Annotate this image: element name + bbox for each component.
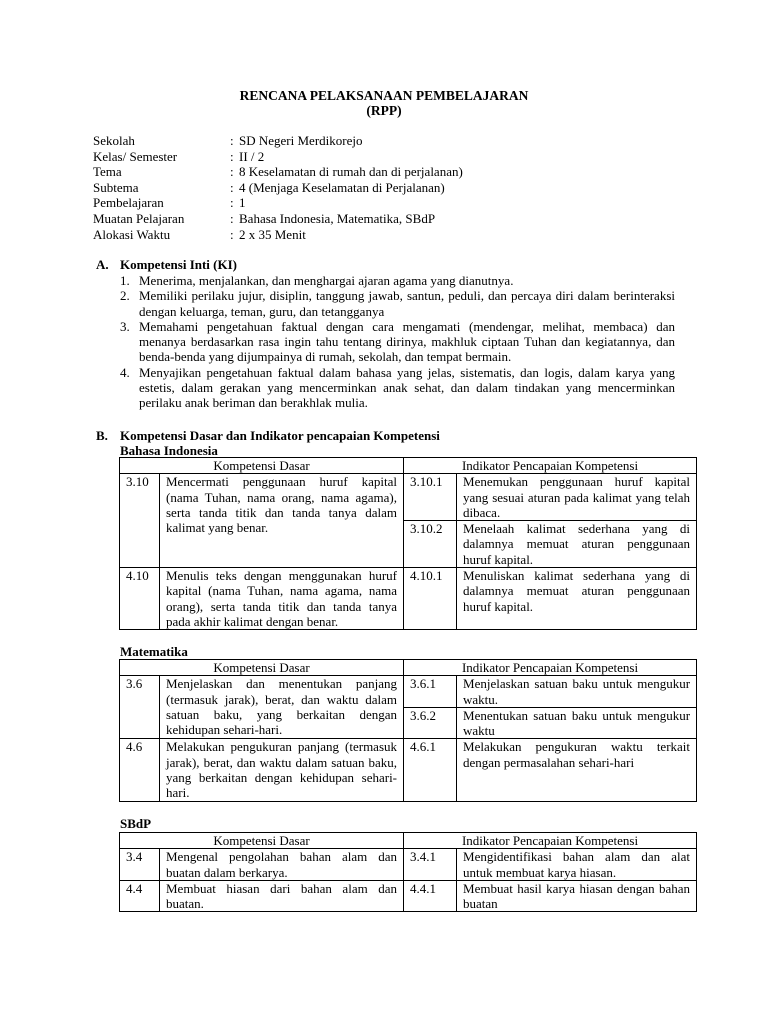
table-header-row — [120, 660, 697, 676]
ki-list — [120, 273, 675, 411]
identity-label: Kelas/ Semester — [93, 148, 178, 164]
identity-block — [93, 133, 693, 242]
list-text: Menyajikan pengetahuan faktual dalam bahasa yang jelas, sistematis, dan logis, dalam karya yang estetis, dalam gerakan yang mencerminkan anak sehat, dan dalam tindakan yang mencerminkan perilaku anak beriman dan berakhlak mulia. — [139, 364, 675, 411]
bahasa-indonesia-heading: Bahasa Indonesia — [120, 443, 218, 458]
identity-row — [93, 180, 693, 196]
identity-row — [93, 164, 693, 180]
section-letter: A. — [96, 257, 109, 272]
identity-value: II / 2 — [239, 148, 265, 164]
identity-separator: : — [230, 195, 234, 211]
title-line-2: (RPP) — [366, 103, 402, 118]
identity-separator: : — [230, 164, 234, 180]
kd-code: 3.10 — [120, 474, 160, 568]
title-line-1: RENCANA PELAKSANAAN PEMBELAJARAN — [239, 88, 529, 103]
indicator-text: Membuat hasil karya hiasan dengan bahan buatan — [457, 880, 697, 912]
identity-label: Pembelajaran — [93, 195, 164, 211]
sbdp-table — [119, 832, 697, 912]
list-item — [120, 365, 675, 411]
table-header-row — [120, 458, 697, 474]
indicator-code: 3.10.1 — [404, 474, 457, 521]
header-kompetensi-dasar: Kompetensi Dasar — [120, 660, 404, 676]
kd-text: Mencermati penggunaan huruf kapital (nama Tuhan, nama orang, nama agama), serta tanda titik dan tanda tanya dalam kalimat yang benar. — [160, 474, 404, 568]
kd-text: Mengenal pengolahan bahan alam dan buatan dalam berkarya. — [160, 849, 404, 881]
list-text: Memahami pengetahuan faktual dengan cara mengamati (mendengar, melihat, membaca) dan menanya berdasarkan rasa ingin tahu tentang dirinya, makhluk ciptaan Tuhan dan kegiatannya, dan benda-benda yang dijumpainya di rumah, sekolah, dan tempat bermain. — [139, 318, 675, 365]
header-kompetensi-dasar: Kompetensi Dasar — [120, 458, 404, 474]
indicator-code: 4.4.1 — [404, 880, 457, 912]
list-number: 1. — [120, 273, 130, 288]
identity-value: SD Negeri Merdikorejo — [239, 133, 363, 148]
list-number: 3. — [120, 318, 130, 334]
identity-row — [93, 149, 693, 165]
kd-text: Menjelaskan dan menentukan panjang (termasuk jarak), berat, dan waktu dalam satuan baku, yang berkaitan dengan kehidupan sehari-hari. — [160, 676, 404, 739]
identity-separator: : — [230, 148, 234, 164]
list-text: Menerima, menjalankan, dan menghargai ajaran agama yang dianutnya. — [139, 273, 514, 288]
indicator-text: Menelaah kalimat sederhana yang di dalamnya memuat aturan penggunaan huruf kapital. — [457, 521, 697, 568]
kd-code: 4.6 — [120, 739, 160, 801]
kd-code: 4.10 — [120, 568, 160, 630]
table-header-row — [120, 833, 697, 849]
table-row — [120, 880, 697, 912]
header-indikator: Indikator Pencapaian Kompetensi — [404, 660, 697, 676]
section-b-heading — [96, 428, 440, 443]
list-number: 2. — [120, 288, 130, 304]
indicator-text: Menuliskan kalimat sederhana yang di dalamnya memuat aturan penggunaan huruf kapital. — [457, 568, 697, 630]
indicator-code: 4.10.1 — [404, 568, 457, 630]
table-row — [120, 739, 697, 801]
indicator-code: 4.6.1 — [404, 739, 457, 801]
section-title: Kompetensi Inti (KI) — [120, 257, 237, 272]
list-text: Memiliki perilaku jujur, disiplin, tanggung jawab, santun, peduli, dan percaya diri dalam berinteraksi dengan keluarga, teman, guru, dan tetangganya — [139, 288, 675, 319]
table-row — [120, 568, 697, 630]
list-item — [120, 273, 675, 288]
kd-code: 3.4 — [120, 849, 160, 881]
list-item — [120, 319, 675, 365]
section-a-heading — [96, 257, 237, 272]
list-item — [120, 288, 675, 319]
table-row — [120, 849, 697, 881]
header-indikator: Indikator Pencapaian Kompetensi — [404, 833, 697, 849]
identity-value: 2 x 35 Menit — [239, 226, 306, 242]
identity-value: 1 — [239, 195, 246, 211]
document-title — [0, 88, 768, 118]
indicator-code: 3.4.1 — [404, 849, 457, 881]
identity-separator: : — [230, 210, 234, 226]
identity-label: Subtema — [93, 179, 139, 195]
identity-separator: : — [230, 133, 234, 148]
header-kompetensi-dasar: Kompetensi Dasar — [120, 833, 404, 849]
sbdp-heading: SBdP — [120, 816, 152, 831]
identity-value: 4 (Menjaga Keselamatan di Perjalanan) — [239, 179, 445, 195]
indicator-text: Mengidentifikasi bahan alam dan alat untuk membuat karya hiasan. — [457, 849, 697, 881]
indicator-code: 3.6.1 — [404, 676, 457, 708]
identity-label: Tema — [93, 164, 122, 180]
identity-row — [93, 195, 693, 211]
identity-label: Muatan Pelajaran — [93, 210, 185, 226]
matematika-heading: Matematika — [120, 644, 188, 659]
indicator-text: Melakukan pengukuran waktu terkait dengan permasalahan sehari-hari — [457, 739, 697, 801]
indicator-text: Menentukan satuan baku untuk mengukur waktu — [457, 707, 697, 739]
kd-code: 3.6 — [120, 676, 160, 739]
matematika-table — [119, 659, 697, 802]
bahasa-indonesia-table — [119, 457, 697, 630]
table-row — [120, 474, 697, 521]
indicator-code: 3.10.2 — [404, 521, 457, 568]
header-indikator: Indikator Pencapaian Kompetensi — [404, 458, 697, 474]
kd-code: 4.4 — [120, 880, 160, 912]
indicator-text: Menemukan penggunaan huruf kapital yang sesuai aturan pada kalimat yang telah dibaca. — [457, 474, 697, 521]
section-title: Kompetensi Dasar dan Indikator pencapaian Kompetensi — [120, 428, 440, 443]
kd-text: Membuat hiasan dari bahan alam dan buatan. — [160, 880, 404, 912]
identity-value: Bahasa Indonesia, Matematika, SBdP — [239, 210, 436, 226]
identity-row — [93, 133, 693, 149]
identity-separator: : — [230, 179, 234, 195]
indicator-code: 3.6.2 — [404, 707, 457, 739]
kd-text: Melakukan pengukuran panjang (termasuk jarak), berat, dan waktu dalam satuan baku, yang berkaitan dengan kehidupan sehari-hari. — [160, 739, 404, 801]
identity-label: Sekolah — [93, 133, 135, 148]
kd-text: Menulis teks dengan menggunakan huruf kapital (nama Tuhan, nama agama, nama orang), serta tanda titik dan tanda tanya pada akhir kalimat dengan benar. — [160, 568, 404, 630]
identity-row — [93, 227, 693, 243]
indicator-text: Menjelaskan satuan baku untuk mengukur waktu. — [457, 676, 697, 708]
identity-row — [93, 211, 693, 227]
section-letter: B. — [96, 428, 108, 443]
identity-value: 8 Keselamatan di rumah dan di perjalanan) — [239, 164, 463, 180]
list-number: 4. — [120, 364, 130, 380]
table-row — [120, 676, 697, 708]
identity-label: Alokasi Waktu — [93, 226, 171, 242]
identity-separator: : — [230, 226, 234, 242]
